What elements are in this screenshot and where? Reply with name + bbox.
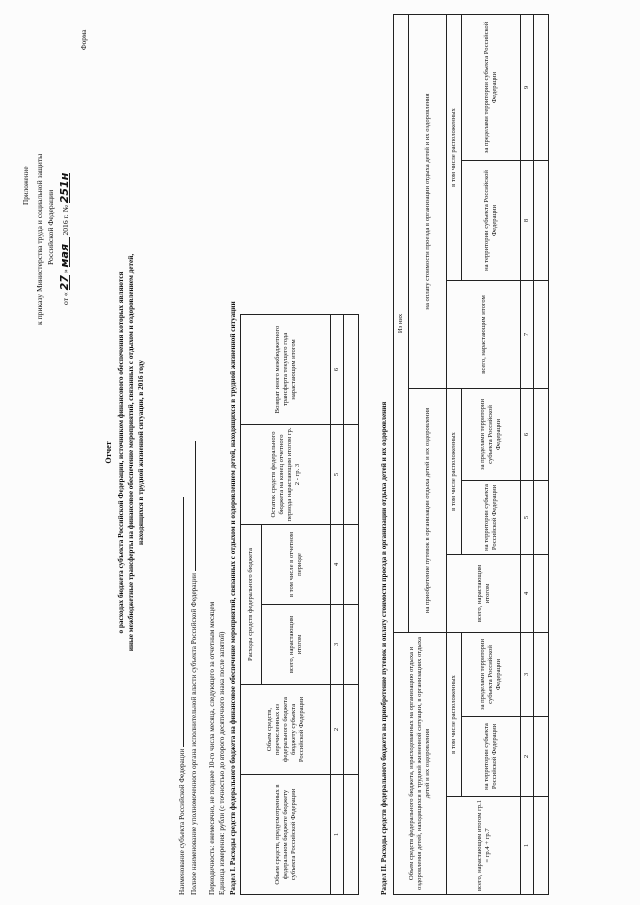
title-line-1: о расходах бюджета субъекта Российской Федерации, источником финансового обеспечения которых являются [117,271,125,634]
s1-data-cell [344,605,359,685]
s1-col4-header: в том числе в отчетном периоде [262,524,331,604]
s2-col4-header: всего, нарастающим итогом [447,554,521,632]
s2-data-cell [534,797,549,895]
s2-data-cell [534,632,549,716]
subject-name-label [178,497,187,895]
appendix-label: Приложение [22,166,30,205]
order-line: к приказу Министерства труда и социальной защиты [35,153,44,325]
form-label: Форма [80,29,88,50]
s1-num-3: 3 [331,605,344,685]
s1-num-1: 1 [331,775,344,895]
s1-num-5: 5 [331,424,344,524]
s2-data-cell [534,480,549,554]
subject-name-text: Наименование субъекта Российской Федерации [178,748,186,895]
s1-data-cell [344,685,359,775]
s1-data-cell [344,524,359,604]
s1-num-6: 6 [331,314,344,424]
s2-num-7: 7 [521,280,534,388]
s2-num-6: 6 [521,388,534,480]
s2-col3-header: за пределами территории субъекта Российской Федерации [462,632,521,716]
s2-num-4: 4 [521,554,534,632]
s2-data-cell [534,717,549,797]
report-title: Отчет [104,441,113,464]
authority-name-text: Полное наименование уполномоченного органа исполнительной власти субъекта Российской Федерации [190,573,198,895]
s2-num-9: 9 [521,14,534,160]
s1-data-cell [344,424,359,524]
s2-num-1: 1 [521,797,534,895]
s2-col8-header: на территории субъекта Российской Федерации [462,160,521,280]
s2-of-them-header: Из них [394,14,409,632]
s1-data-cell [344,775,359,895]
s1-data-cell [344,314,359,424]
section1-title: Раздел I. Расходы средств федерального бюджета на финансовое обеспечение мероприятий, связанных с отдыхом и оздоровлением детей, находящихся в трудной жизненной ситуации [229,301,237,895]
s1-col1-header: Объем средств, предусмотренных в федеральном бюджете бюджету субъекта Российской Федерации [241,775,331,895]
s2-main-header: Объем средств федерального бюджета, израсходованных на организацию отдыха и оздоровления детей, находящихся в трудной жизненной ситуации, в организациях отдыха детей и их оздоровления [394,632,447,894]
subject-name-field [183,497,184,747]
org-line: Российской Федерации [46,189,55,265]
date-day: 27 [58,275,71,291]
order-number: 251н [58,172,71,204]
s1-num-2: 2 [331,685,344,775]
s2-data-cell [534,280,549,388]
periodicity-line: Периодичность: ежемесячно, не позднее 10-го числа месяца, следующего за отчетным месяцем [208,601,216,895]
s2-travel-header: на оплату стоимости проезда в организации отдыха детей и их оздоровления [409,14,447,388]
title-line-3: находящихся в трудной жизненной ситуации, в 2016 году [137,360,145,545]
section1-table [240,314,359,895]
s2-col6-header: за пределами территории субъекта Российской Федерации [462,388,521,480]
section2-table [393,14,549,895]
date-month: мая [60,237,70,267]
s1-col3-header: всего, нарастающим итогом [262,605,331,685]
date-sep: » [61,269,70,274]
date-prefix: от « [61,292,70,305]
s2-incl-header-c: в том числе расположенных [447,14,462,280]
s2-data-cell [534,160,549,280]
date-year: 2016 г. № [61,205,70,236]
s1-col5-header: Остаток средств федерального бюджета на конец отчетного периода нарастающим итогом гр. 2 - гр. 3 [241,424,331,524]
s2-vouchers-header: на приобретение путевок в организации отдыха детей и их оздоровления [409,388,447,632]
s2-num-3: 3 [521,632,534,716]
s2-col1-header: всего, нарастающим итогом гр.1 = гр.4 + гр.7 [447,797,521,895]
s2-col9-header: за пределами территории субъекта Российской Федерации [462,14,521,160]
title-line-2: иные межбюджетные трансферты на финансовое обеспечение мероприятий, связанных с отдыхом и оздоровлением детей, [127,253,135,652]
section2-title: Раздел II. Расходы средств федерального бюджета на приобретение путевок и оплату стоимости проезда в организации отдыха детей и их оздоровления [380,401,388,895]
authority-name-label [190,441,199,895]
s2-incl-header-a: в том числе расположенных [447,632,462,796]
s1-col6-header: Возврат иного межбюджетного трансферта текущего года нарастающим итогом [241,314,331,424]
order-date-line [60,173,70,305]
s1-col2-header: Объем средств, перечисленных из федерального бюджета бюджету субъекта Российской Федерации [241,685,331,775]
s2-data-cell [534,14,549,160]
s2-num-8: 8 [521,160,534,280]
s2-data-cell [534,388,549,480]
s2-num-5: 5 [521,480,534,554]
s1-num-4: 4 [331,524,344,604]
authority-name-field [195,441,196,571]
s1-col3-group-header: Расходы средств федерального бюджета [241,524,262,684]
s2-num-2: 2 [521,717,534,797]
s2-data-cell [534,554,549,632]
s2-col7-header: всего, нарастающим итогом [447,280,521,388]
s2-incl-header-b: в том числе расположенных [447,388,462,554]
s2-col2-header: на территории субъекта Российской Федерации [462,717,521,797]
s2-col5-header: на территории субъекта Российской Федерации [462,480,521,554]
unit-line: Единица измерения: рубли (с точностью до второго десятичного знака после запятой) [218,631,226,895]
